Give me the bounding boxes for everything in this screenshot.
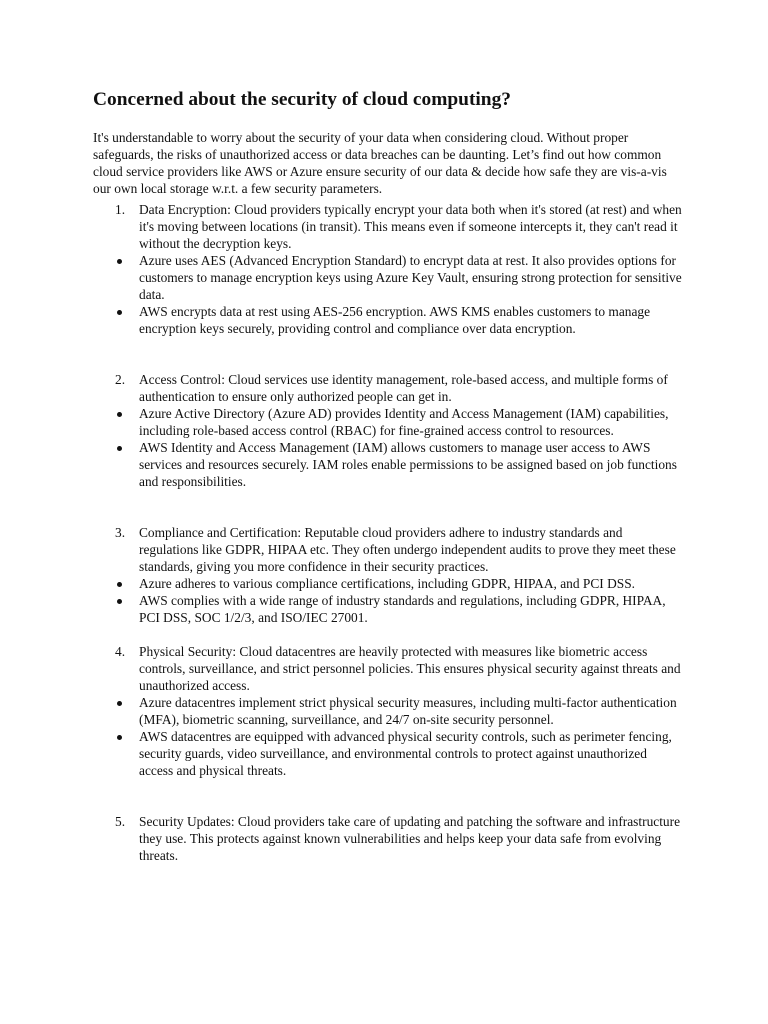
- bullet-list: [93, 694, 683, 779]
- point-number: 2.: [115, 372, 126, 387]
- bullet-text: Azure datacentres implement strict physical security measures, including multi-factor authentication (MFA), biometric scanning, surveillance, and 24/7 on-site security personnel.: [139, 695, 677, 727]
- point-text: Physical Security: Cloud datacentres are heavily protected with measures like biometric access controls, surveillance, and strict personnel policies. This ensures physical security against threats and unauthorized access.: [139, 644, 681, 693]
- bullet-list: [93, 252, 683, 337]
- point-number: 1.: [115, 202, 126, 217]
- point-text: Security Updates: Cloud providers take care of updating and patching the software and infrastructure they use. This protects against known vulnerabilities and helps keep your data safe from evolving threats.: [139, 814, 681, 863]
- bullet-text: Azure Active Directory (Azure AD) provides Identity and Access Management (IAM) capabilities, including role-based access control (RBAC) for fine-grained access control to resources.: [139, 406, 669, 438]
- point-number: 4.: [115, 644, 126, 659]
- bullet-text: Azure uses AES (Advanced Encryption Standard) to encrypt data at rest. It also provides options for customers to manage encryption keys using Azure Key Vault, ensuring strong protection for sensitive data.: [139, 253, 682, 302]
- bullet-text: AWS datacentres are equipped with advanced physical security controls, such as perimeter fencing, security guards, video surveillance, and environmental controls to protect against unauthorized access and physical threats.: [139, 729, 672, 778]
- bullet-item: [139, 252, 683, 303]
- numbered-point-5: [93, 813, 683, 864]
- bullet-item: [139, 728, 683, 779]
- bullet-dot-icon: [117, 599, 122, 604]
- numbered-point-2: [93, 371, 683, 405]
- bullet-text: Azure adheres to various compliance certifications, including GDPR, HIPAA, and PCI DSS.: [139, 576, 635, 591]
- numbered-point-1: [93, 201, 683, 252]
- numbered-point-3: [93, 524, 683, 575]
- bullet-text: AWS Identity and Access Management (IAM) allows customers to manage user access to AWS services and resources securely. IAM roles enable permissions to be assigned based on job functions and responsibilities.: [139, 440, 677, 489]
- point-number: 5.: [115, 814, 126, 829]
- point-number: 3.: [115, 525, 126, 540]
- bullet-item: [139, 405, 683, 439]
- bullet-list: [93, 575, 683, 626]
- bullet-dot-icon: [117, 259, 122, 264]
- bullet-item: [139, 694, 683, 728]
- bullet-dot-icon: [117, 582, 122, 587]
- intro-paragraph: It's understandable to worry about the security of your data when considering cloud. Without proper safeguards, the risks of unauthorized access or data breaches can be daunting. Let’s find out how common cloud service providers like AWS or Azure ensure security of our data & decide how safe they are vis-a-vis our own local storage w.r.t. a few security parameters.: [93, 130, 667, 196]
- bullet-dot-icon: [117, 735, 122, 740]
- bullet-dot-icon: [117, 446, 122, 451]
- bullet-dot-icon: [117, 412, 122, 417]
- point-text: Access Control: Cloud services use identity management, role-based access, and multiple forms of authentication to ensure only authorized people can get in.: [139, 372, 668, 404]
- bullet-dot-icon: [117, 701, 122, 706]
- bullet-item: [139, 303, 683, 337]
- bullet-text: AWS encrypts data at rest using AES-256 encryption. AWS KMS enables customers to manage encryption keys securely, providing control and compliance over data encryption.: [139, 304, 651, 336]
- point-text: Compliance and Certification: Reputable cloud providers adhere to industry standards and regulations like GDPR, HIPAA etc. They often undergo independent audits to prove they meet these standards, giving you more confidence in their security practices.: [139, 525, 676, 574]
- bullet-item: [139, 592, 683, 626]
- spacer: [93, 779, 683, 813]
- bullet-item: [139, 575, 683, 592]
- spacer: [93, 626, 683, 643]
- document-page: [93, 88, 683, 864]
- numbered-point-4: [93, 643, 683, 694]
- bullet-dot-icon: [117, 310, 122, 315]
- point-text: Data Encryption: Cloud providers typically encrypt your data both when it's stored (at rest) and when it's moving between locations (in transit). This means even if someone intercepts it, they can't read it without the decryption keys.: [139, 202, 682, 251]
- document-title: Concerned about the security of cloud computing?: [93, 89, 511, 110]
- bullet-item: [139, 439, 683, 490]
- spacer: [93, 490, 683, 524]
- bullet-list: [93, 405, 683, 490]
- bullet-text: AWS complies with a wide range of industry standards and regulations, including GDPR, HIPAA, PCI DSS, SOC 1/2/3, and ISO/IEC 27001.: [139, 593, 666, 625]
- spacer: [93, 337, 683, 371]
